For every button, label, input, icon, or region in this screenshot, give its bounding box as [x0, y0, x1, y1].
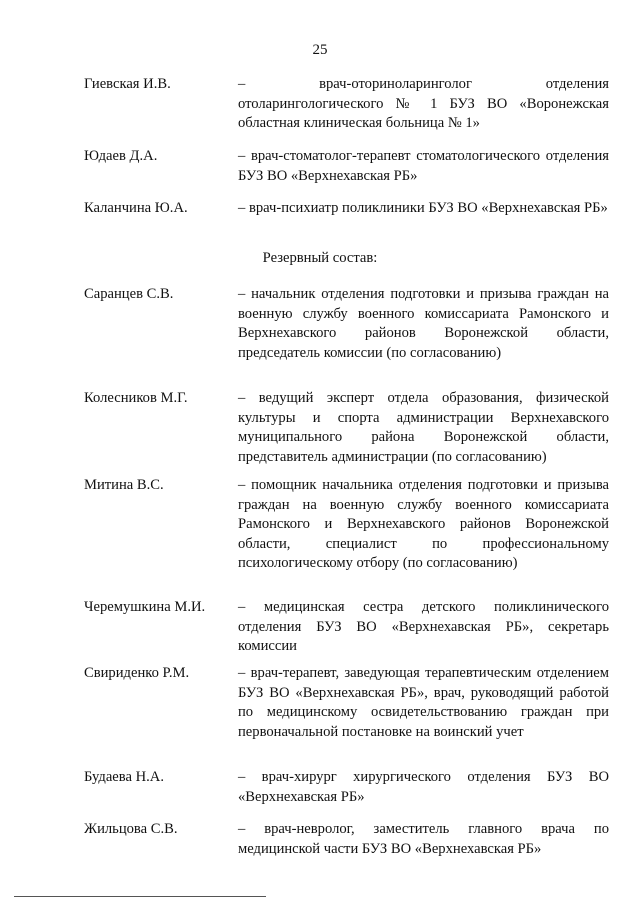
reserve-name: Жильцова С.В. — [84, 821, 178, 837]
reserve-name: Черемушкина М.И. — [84, 599, 206, 615]
reserve-name: Колесников М.Г. — [84, 390, 188, 406]
member-name: Юдаев Д.А. — [84, 148, 158, 164]
reserve-role: – помощник начальника отделения подготовки и призыва граждан на военную службу военного комиссариата Рамонского и Верхнехавского районов Воронежской области, специалист по профессиональному психологическому отбору (по согласованию) — [238, 477, 609, 571]
reserve-name: Свириденко Р.М. — [84, 665, 190, 681]
reserve-role: – врач-терапевт, заведующая терапевтическим отделением БУЗ ВО «Верхнехавская РБ», врач, руководящий работой по медицинскому освидетельствованию граждан при первоначальной постановке на воинский учет — [238, 665, 609, 740]
reserve-role: – врач-хирург хирургического отделения БУЗ ВО «Верхнехавская РБ» — [238, 769, 609, 805]
reserve-heading: Резервный состав: — [262, 250, 378, 266]
reserve-name: Будаева Н.А. — [84, 769, 164, 785]
reserve-role: – начальник отделения подготовки и призыва граждан на военную службу военного комиссариата Рамонского и Верхнехавского районов Воронежской области, председатель комиссии (по согласованию) — [238, 286, 609, 361]
footer-divider — [14, 896, 266, 897]
member-name: Гиевская И.В. — [84, 76, 171, 92]
member-role: – врач-оториноларинголог отделения отоларингологического № 1 БУЗ ВО «Воронежская областная клиническая больница № 1» — [238, 76, 609, 131]
reserve-role: – медицинская сестра детского поликлинического отделения БУЗ ВО «Верхнехавская РБ», секретарь комиссии — [238, 599, 609, 654]
member-name: Каланчина Ю.А. — [84, 200, 188, 216]
reserve-name: Митина В.С. — [84, 477, 164, 493]
member-role: – врач-стоматолог-терапевт стоматологического отделения БУЗ ВО «Верхнехавская РБ» — [238, 148, 609, 184]
reserve-role: – ведущий эксперт отдела образования, физической культуры и спорта администрации Верхнехавского муниципального района Воронежской области, представитель администрации (по согласованию) — [238, 390, 609, 465]
member-role: – врач-психиатр поликлиники БУЗ ВО «Верхнехавская РБ» — [238, 200, 608, 216]
reserve-name: Саранцев С.В. — [84, 286, 174, 302]
page-number: 25 — [312, 42, 328, 58]
reserve-role: – врач-невролог, заместитель главного врача по медицинской части БУЗ ВО «Верхнехавская РБ» — [238, 821, 609, 857]
